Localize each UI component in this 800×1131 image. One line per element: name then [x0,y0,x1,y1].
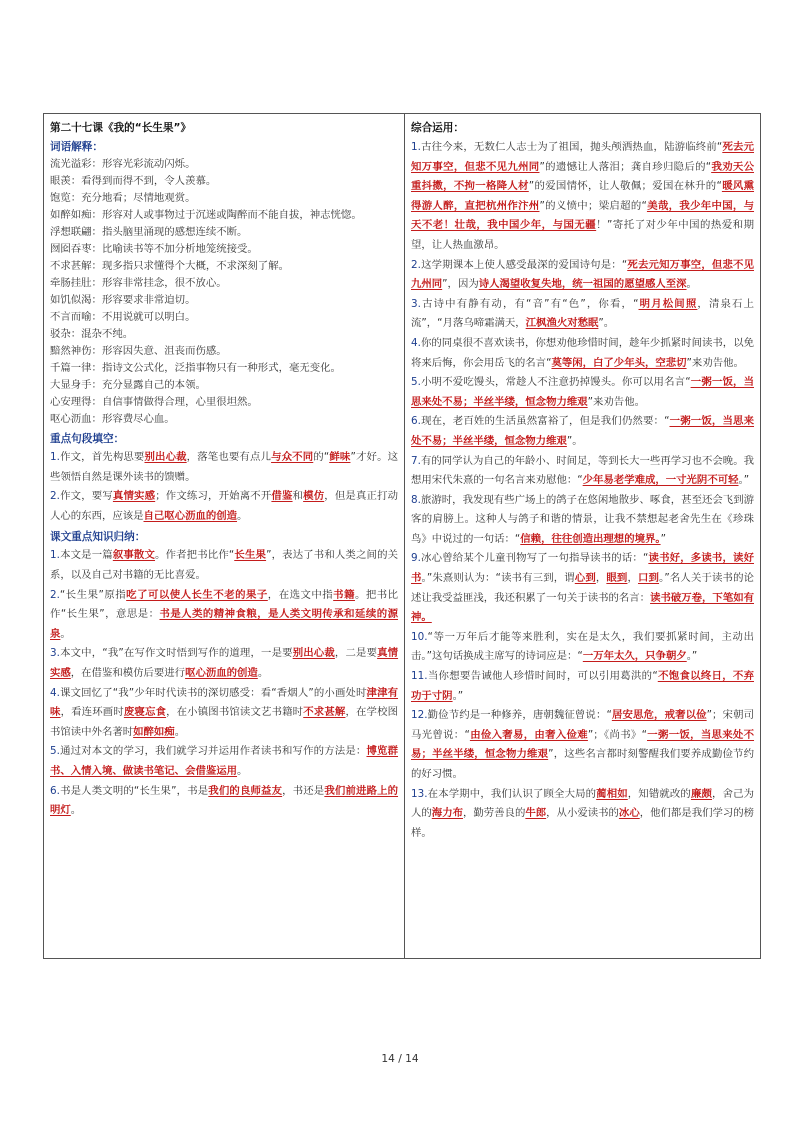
item-text: 勤俭节约是一种修养，唐朝魏征曾说：“ [427,709,612,722]
item-text: ， [595,572,607,585]
item-text: ， [627,572,638,585]
answer-text: 别出心裁 [292,647,335,660]
vocab-entry: 大显身手：充分显露自己的本领。 [50,379,206,391]
answer-text: 我劝天公重抖擞，不拘一格降人材 [411,160,754,193]
item-text: 本文中，“我”在写作文时悟到写作的道理，一是要 [59,647,293,660]
answer-text: 模仿 [303,490,325,503]
answer-text: 吃了可以使人长生不老的果子 [126,588,268,601]
item-text: ，落笔也要有点儿 [186,451,272,463]
application-item [411,256,754,295]
answer-text: 由俭入奢易，由奢入俭难 [469,728,588,741]
left-column [44,114,405,958]
item-text: 书是人类文明的“长生果”，书是 [59,784,209,797]
item-text: ”才好。这些领悟自然是课外读书的馈赠。 [50,451,399,483]
summary-item [50,684,398,743]
item-text: 。 [237,509,248,522]
item-number: 13. [411,787,428,800]
item-number: 11. [411,670,428,683]
vocab-entry: 囫囵吞枣：比喻读书等不加分析地笼统接受。 [50,243,258,255]
answer-text: 莫等闲，白了少年头，空悲切 [551,356,687,369]
answer-text: 呕心沥血的创造 [185,666,258,679]
item-text: ”。 [566,434,583,447]
item-text: ，在借鉴和模仿后要进行 [70,666,186,679]
answer-text: 真情实感 [50,647,399,679]
answer-text: 我们前进路上的明灯 [50,784,399,817]
page-number: 14 / 14 [381,1053,419,1065]
answer-text: 一粥一饭，当思来处不易；半丝半缕，恒念物力维艰 [411,376,754,408]
item-text: 。” [686,650,698,663]
summary-item [50,586,398,645]
answer-text: 一粥一饭，当思来处不易；半丝半缕，恒念物力维艰 [411,415,755,447]
item-text: ，他们都是我们学习的榜样。 [411,807,755,839]
item-text: ，从小爱读书的 [546,807,619,820]
answer-text: 一万年太久，只争朝夕 [582,650,687,663]
application-item [411,295,754,334]
item-text: ，在学校图书馆读中外名著时 [50,706,399,738]
item-text: ，清泉石上流”，“月落乌啼霜满天， [411,297,755,330]
item-text: 通过对本文的学习，我们就学习并运用作者读书和写作的方法是： [59,745,367,758]
answer-text: 蔺相如 [596,787,628,800]
summary-item [50,782,398,821]
answer-text: 如醉如痴 [133,725,175,738]
answer-text: 眼到 [606,572,628,585]
item-text: 。把书比作“长生果”，意思是： [50,588,399,621]
vocab-entry: 千篇一律：指诗文公式化，泛指事物只有一种形式，毫无变化。 [50,362,341,374]
vocab-heading: 词语解释： [50,141,103,153]
answer-text: 少年易老学难成，一寸光阴不可轻 [582,474,739,487]
vocab-entry: 心安理得：自信事情做得合理，心里很坦然。 [50,396,258,408]
application-item [411,138,754,256]
right-column [405,114,760,958]
vocab-entry: 呕心沥血：形容费尽心血。 [50,413,175,425]
application-item [411,549,754,627]
vocab-entry: 驳杂：混杂不纯。 [50,328,134,340]
answer-text: 书是人类的精神食粮，是人类文明传承和延续的源泉 [50,608,399,640]
answer-text: 我们的良师益友 [208,784,283,797]
answer-text: 鲜味 [329,451,351,463]
vocab-entry: 黯然神伤：形容因失意、沮丧而伤感。 [50,345,227,357]
answer-text: 冰心 [618,807,640,820]
item-text: 课文回忆了“我”少年时代读书的深切感受：看“香烟人”的小画处时 [59,686,367,699]
item-number: 3. [411,297,421,310]
item-text: “长生果”原指 [59,588,127,601]
answer-text: 读书破万卷，下笔如有神。 [411,591,754,624]
vocab-entry: 流光溢彩：形容光彩流动闪烁。 [50,158,196,170]
item-text: ，勤劳善良的 [462,807,526,820]
answer-text: 暖风熏得游人醉，直把杭州作汴州 [411,180,755,212]
item-text: 的“ [313,451,330,463]
application-item [411,706,754,784]
answer-text: 借鉴 [271,490,293,503]
fill-heading: 重点句段填空： [50,433,125,445]
answer-text: 居安思危，戒奢以俭 [611,709,707,722]
application-item [411,412,754,451]
item-text: 现在，老百姓的生活虽然富裕了，但是我们仍然要：“ [420,415,670,428]
item-text: 古诗中有静有动，有“音”有“色”，你看，“ [420,297,639,310]
vocab-entry: 不言而喻：不用说就可以明白。 [50,311,196,323]
summary-item [50,644,398,683]
vocab-entry: 如醉如痴：形容对人或事物过于沉迷或陶醉而不能自拔，神志恍惚。 [50,209,362,221]
item-number: 10. [411,630,428,643]
item-text: ”；宋朝司马光曾说：“ [411,709,754,741]
answer-text: 牛郎 [525,807,547,820]
item-number: 1. [50,451,60,463]
summary-list [50,546,398,820]
item-text: ，在小镇图书馆读文艺书籍时 [166,706,304,719]
item-number: 4. [50,686,60,699]
item-text: ！”寄托了对少年中国的热爱和期望，让人热血激昂。 [411,219,754,251]
vocab-entry: 如饥似渴：形容要求非常迫切。 [50,294,196,306]
vocab-entry: 饱览：充分地看；尽情地观赏。 [50,192,196,204]
application-item [411,373,754,412]
item-text: ”的爱国情怀，让人敬佩；爱国在林升的“ [528,180,722,193]
summary-item [50,742,398,781]
item-text: ”的遗憾让人落泪；龚自珍归隐后的“ [539,160,712,173]
answer-text: 明月松间照 [638,297,698,310]
item-number: 5. [411,376,421,389]
item-text: 有的同学认为自己的年龄小、时间足，等到长大一些再学习也不会晚。我想用宋代朱熹的一句名言来劝慰他：“ [411,454,754,487]
answer-text: 口到 [637,572,660,585]
item-text: ”。 [598,317,615,330]
vocab-entry: 牵肠挂肚：形容非常挂念，很不放心。 [50,277,227,289]
answer-text: 不饱食以终日，不弃功于寸阴 [411,670,754,702]
item-text: 作文，首先构思要 [59,451,145,463]
item-text: ，但是真正打动人心的东西，应该是 [50,490,399,522]
item-text: 冰心曾给某个儿童刊物写了一句指导读书的话：“ [420,552,649,565]
item-text: 当你想要告诫他人珍惜时间时，可以引用葛洪的“ [427,670,658,683]
item-text: 小明不爱吃馒头，常趁人不注意扔掉馒头。你可以用名言“ [420,376,691,389]
item-text: 。” [738,474,750,487]
item-text: 作文，要写 [59,490,113,503]
item-text: ”来劝告他。 [686,356,744,369]
answer-text: 心到 [574,572,596,585]
answer-text: 死去元知万事空，但悲不见九州同 [411,141,754,173]
answer-text: 信赖，往往创造出理想的境界。 [520,532,661,545]
item-number: 2. [50,588,60,601]
answer-text: 叙事散文 [112,549,156,562]
answer-text: 不求甚解 [303,706,346,719]
item-number: 1. [50,549,60,562]
item-text: 。 [257,666,269,679]
item-number: 2. [50,490,60,503]
item-text: ，在选文中指 [267,588,334,601]
application-item [411,785,754,844]
answer-text: 廉颇 [690,787,713,800]
answer-text: 海力布 [431,807,463,820]
item-text: 。” [452,689,464,702]
application-list [411,138,754,843]
item-text: 。作者把书比作“ [155,549,235,562]
item-text: 。 [70,804,82,817]
item-text: 本文是一篇 [59,549,113,562]
item-text: ，书还是 [282,784,325,797]
item-text: 这学期课本上使人感受最深的爱国诗句是：“ [420,258,628,271]
vocab-list [50,156,398,428]
item-text: 你的同桌很不喜欢读书，你想劝他珍惜时间，趁年少抓紧时间读书，以免将来后悔，你会用岳飞的名言“ [411,336,754,369]
answer-text: 诗人渴望收复失地，统一祖国的愿望感人至深 [478,278,687,291]
vocab-entry: 不求甚解：现多指只求懂得个大概，不求深刻了解。 [50,260,289,272]
item-number: 1. [411,141,421,153]
item-text: ，二是要 [334,647,378,660]
item-number: 8. [411,493,421,506]
item-text: ”的义愤中；梁启超的“ [539,199,647,212]
summary-item [50,546,398,585]
item-text: 旅游时，我发现有些广场上的鸽子在悠闲地散步、啄食，甚至还会飞到游客的肩膀上。这种人与鸽子和谐的情景，让我不禁想起老舍先生在《珍珠鸟》中说过的一句话：“ [411,493,754,545]
item-text: ，舍己为人的 [411,787,754,820]
answer-text: 读书好，多读书，读好书 [411,552,754,585]
answer-text: 与众不同 [271,451,314,463]
application-item [411,628,754,667]
item-number: 12. [411,709,428,722]
item-text: ” [660,532,666,545]
item-text: 。 [60,627,71,640]
item-number: 2. [411,258,421,271]
application-item [411,452,754,491]
item-text: 古往今来，无数仁人志士为了祖国，抛头颅洒热血，陆游临终前“ [420,141,723,153]
answer-text: 津津有味 [50,686,399,719]
item-text: ；作文练习，开始离不开 [155,490,272,503]
item-text: 。”名人关于读书的论述让我受益匪浅，我还积累了一句关于读书的名言： [411,572,754,604]
item-number: 6. [50,784,60,797]
item-text: ”；《尚书》“ [587,728,647,741]
item-text: 。 [686,278,697,291]
item-text: ”，因为 [442,278,479,291]
item-text: ”，这些名言都时刻警醒我们要养成勤俭节约的好习惯。 [411,748,754,780]
answer-text: 美哉，我少年中国，与天不老！壮哉，我中国少年，与国无疆 [411,199,755,232]
summary-heading: 课文重点知识归纳： [50,531,146,544]
answer-text: 废寝忘食 [123,706,167,719]
fill-item [50,487,398,526]
item-text: 。 [237,764,248,777]
item-number: 7. [411,454,421,467]
answer-text: 别出心裁 [144,451,187,463]
answer-text: 江枫渔火对愁眠 [525,317,599,330]
answer-text: 长生果 [234,549,267,562]
answer-text: 自己呕心沥血的创造 [143,509,238,522]
item-text: 和 [292,490,304,503]
item-number: 9. [411,552,421,565]
application-item [411,334,754,373]
application-item [411,491,754,550]
lesson-title: 第二十七课《我的“长生果”》 [50,122,192,134]
fill-item [50,448,398,487]
item-text: “等一万年后才能等来胜利，实在是太久，我们要抓紧时间，主动出击。”这句话换成主席写的诗词应是：“ [411,630,754,663]
item-text: ”来劝告他。 [587,395,645,408]
answer-text: 书籍 [333,588,355,601]
fill-list [50,448,398,526]
item-text: ，知错就改的 [627,787,691,800]
answer-text: 真情实感 [112,490,156,503]
item-text: ”，表达了书和人类之间的关系，以及自己对书籍的无比喜爱。 [50,549,399,581]
answer-text: 死去元知万事空，但悲不见九州同 [411,258,754,291]
answer-text: 一粥一饭，当思来处不易；半丝半缕，恒念物力维艰 [411,728,755,761]
item-text: ，看连环画时 [60,706,124,719]
application-heading: 综合运用： [411,122,464,134]
item-number: 5. [50,745,60,758]
item-text: 在本学期中，我们认识了顾全大局的 [427,787,597,800]
vocab-entry: 浮想联翩：指头脑里涌现的感想连续不断。 [50,226,248,238]
item-number: 3. [50,647,60,660]
answer-text: 博览群书、入情入境、做读书笔记、会借鉴运用 [50,745,399,777]
vocab-entry: 眼羡：看得到而得不到，令人羡慕。 [50,175,217,187]
item-number: 6. [411,415,421,428]
application-item [411,667,754,706]
item-text: 。”朱熹则认为：“读书有三到，谓 [421,572,575,585]
worksheet-table [43,113,761,959]
item-number: 4. [411,336,421,349]
item-text: 。 [174,725,186,738]
